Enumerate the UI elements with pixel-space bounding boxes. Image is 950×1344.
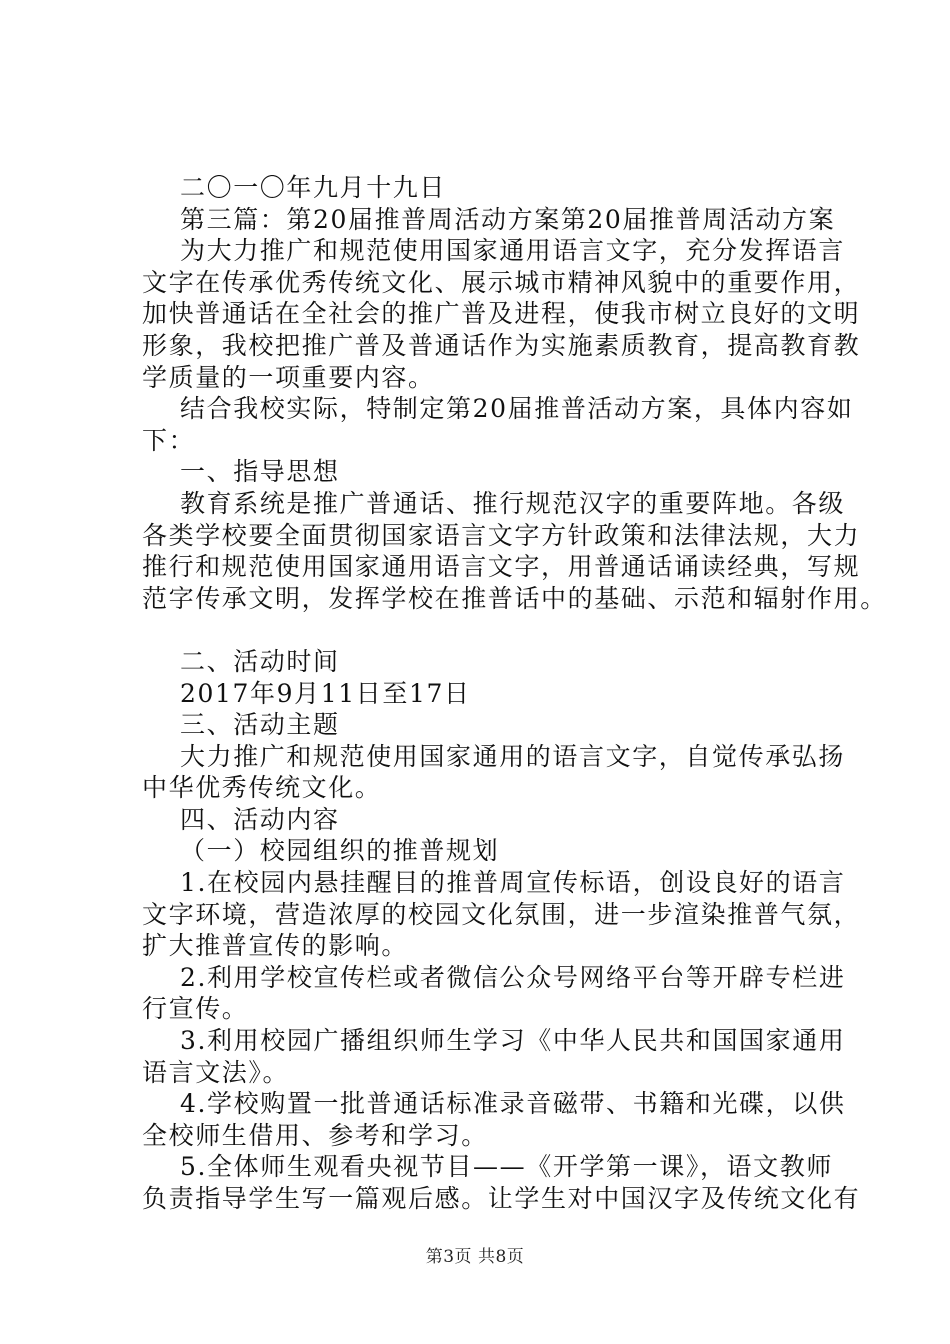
paragraph-line: 加快普通话在全社会的推广普及进程，使我市树立良好的文明	[142, 299, 861, 329]
paragraph-line: 结合我校实际，特制定第20届推普活动方案，具体内容如	[180, 394, 854, 424]
paragraph-line: 教育系统是推广普通话、推行规范汉字的重要阵地。各级	[180, 488, 846, 518]
paragraph-line: 文字在传承优秀传统文化、展示城市精神风貌中的重要作用，	[142, 267, 861, 297]
paragraph-line: 形象，我校把推广普及普通话作为实施素质教育，提高教育教	[142, 330, 861, 360]
list-item-line: 全校师生借用、参考和学习。	[142, 1120, 488, 1150]
heading-activity-content: 四、活动内容	[180, 804, 340, 834]
paragraph-line: 中华优秀传统文化。	[142, 773, 382, 803]
paragraph-line: 下：	[142, 425, 196, 455]
document-body	[142, 172, 887, 1215]
paragraph-line: 为大力推广和规范使用国家通用语言文字，充分发挥语言	[180, 236, 846, 266]
list-item-line: 2.利用学校宣传栏或者微信公众号网络平台等开辟专栏进	[180, 962, 846, 992]
list-item-line: 3.利用校园广播组织师生学习《中华人民共和国国家通用	[180, 1026, 846, 1056]
paragraph-line: 范字传承文明，发挥学校在推普话中的基础、示范和辐射作用。	[142, 583, 887, 613]
subheading-campus-plan: （一）校园组织的推普规划	[180, 836, 500, 866]
heading-activity-theme: 三、活动主题	[180, 710, 340, 740]
section-title: 第三篇：第20届推普周活动方案第20届推普周活动方案	[180, 204, 836, 234]
blank-line	[142, 614, 842, 646]
page-number-footer: 第3页 共8页	[425, 1247, 525, 1267]
paragraph-line: 推行和规范使用国家通用语言文字，用普通话诵读经典，写规	[142, 552, 861, 582]
list-item-line: 语言文法》。	[142, 1057, 290, 1087]
paragraph-line: 大力推广和规范使用国家通用的语言文字，自觉传承弘扬	[180, 741, 846, 771]
list-item-line: 文字环境，营造浓厚的校园文化氛围，进一步渲染推普气氛，	[142, 899, 861, 929]
list-item-line: 行宣传。	[142, 994, 249, 1024]
heading-guiding-thought: 一、指导思想	[180, 457, 340, 487]
list-item-line: 5.全体师生观看央视节目——《开学第一课》，语文教师	[180, 1152, 833, 1182]
date-line: 二〇一〇年九月十九日	[180, 173, 447, 202]
list-item-line: 1.在校园内悬挂醒目的推普周宣传标语，创设良好的语言	[180, 868, 846, 898]
activity-dates: 2017年9月11日至17日	[180, 678, 471, 708]
list-item-line: 负责指导学生写一篇观后感。让学生对中国汉字及传统文化有	[142, 1184, 861, 1213]
list-item-line: 扩大推普宣传的影响。	[142, 931, 409, 961]
heading-activity-time: 二、活动时间	[180, 646, 340, 676]
paragraph-line: 各类学校要全面贯彻国家语言文字方针政策和法律法规，大力	[142, 520, 861, 550]
list-item-line: 4.学校购置一批普通话标准录音磁带、书籍和光碟，以供	[180, 1089, 846, 1119]
paragraph-line: 学质量的一项重要内容。	[142, 362, 435, 392]
